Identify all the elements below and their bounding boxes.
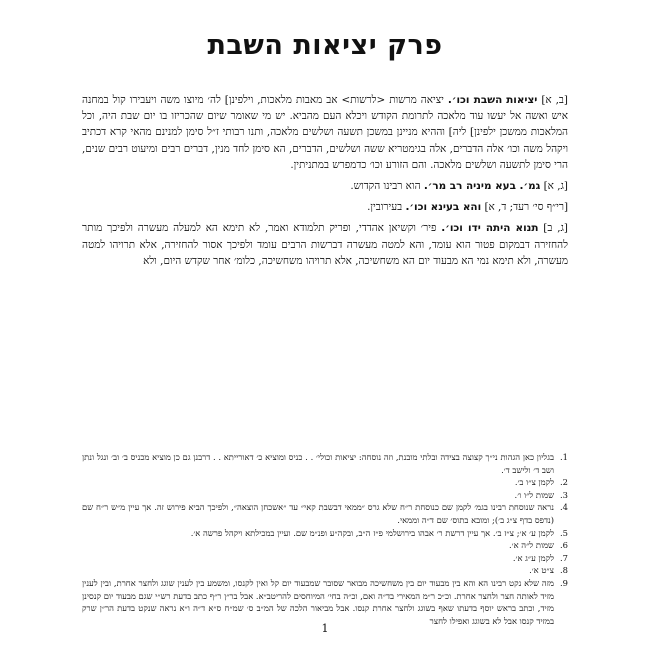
footnotes	[82, 451, 568, 627]
paragraph-ref: [ב, א]	[541, 94, 568, 106]
footnote-number: 7.	[559, 552, 568, 563]
paragraph-ref: [ג, ב]	[543, 222, 568, 235]
footnote	[82, 552, 568, 565]
footnote-text: לקמן צ״ו ב׳.	[514, 477, 554, 488]
footnote	[82, 527, 568, 540]
footnote-number: 3.	[559, 489, 568, 500]
paragraph-text: הוא רבינו הקדוש.	[350, 180, 421, 193]
footnote	[82, 451, 568, 476]
footnote-text: שמות ל״ה א׳.	[508, 540, 554, 551]
footnote-text: מזה שלא נקט רבינו הא והא בין מבעוד יום בין משחשיכה מבואר שסובר שמבעוד יום קל ואין לקנסו, ומשמע בין לענין שוגג ולחצר אחרת, ובין לענין מזיד לאותה חצר ולחצר אחרת. וכ״כ ר״מ המאירי בד״ה ואם, וכ״ה בחי׳ המיוחסים להריטב״א. אבל בר״ן ר״ף כתב בדעת רש״י שגם מבעוד יום קנסינן מזיד, וכתב בראש יוסף בדעתו שאף בשוגג ולחצר אחרת קנסו. אבל מביאור הלכה של המ״ב ס׳ שמ״ח ס״א ד״ה ו״א נראה שנקט בדעת הר״ן שרק במזיד קנסו אבל לא בשוגג ואפילו לחצר	[82, 577, 554, 626]
paragraph-lead: והא בעינא וכו׳.	[405, 201, 482, 214]
footnote-number: 1.	[559, 452, 568, 462]
paragraph-ref: [רי״ף סי׳ רעד; ד, א]	[484, 201, 568, 214]
footnote-text: צ״ט א׳.	[529, 565, 554, 576]
footnote-number: 5.	[559, 527, 568, 538]
footnote-text: בגליון כאן הגהות ני״ך קצוצה בצידה ובלתי מובנת, וזה נוסחה: יציאות וכולי׳ . . כניס ומוציא כ׳ דאורייתא . . דרבנן גם כן מוציא מכניס ב׳ וב׳ ונגל ונתן ושב ד׳ ולישב ד׳.	[82, 452, 554, 475]
paragraph-text: יציאה מרשות <לרשות> אב מאבות מלאכות, וילפינן] לה׳ מיוצו משה ויעבירו קול במחנה איש ואשה אל יעשו עוד מלאכה לתרומת הקודש ויכלא העם מהביא. יש מי שאומר שיום שהכריזו בו יום שבת היה, וכל המלאכות ממשכן ילפינן] ליה] וההיא מניינן במשכן תשעה ושלשים מלאכה, ותנו רבותי ז״ל סימן למנינם מהאי קרא דכתיב ויקהל משה וכו׳ אלה הדברים, אלה בגימטריא ששה ושלשים, הדברים, הא סימן לחד מנין, דברים רבים ומיעוט רבים שנים, הרי סימן לתשעה ושלשים מלאכה. והם הזורע וכו׳ כדמפרש במתניתין.	[82, 94, 568, 171]
main-text	[82, 92, 568, 274]
paragraph	[82, 199, 568, 215]
footnote-number: 4.	[559, 502, 568, 513]
paragraph-ref: [ג, א]	[543, 180, 568, 193]
paragraph-lead-2: השבת וכו׳.	[447, 94, 503, 106]
footnote-number: 9.	[559, 577, 568, 588]
footnote	[82, 501, 568, 526]
page-number: 1	[321, 622, 329, 635]
footnote-number: 8.	[559, 565, 568, 576]
footnote-text: לקמן ע׳ א׳; צ״ז ב׳. אך עיין דרשת ר׳ אבהו בירושלמי פ״ז ה״ב, ובקה״ע ופנ״מ שם. ועיין במכילתא ויקהל פרשה א׳.	[190, 527, 554, 538]
chapter-title: פרק יציאות השבת	[207, 30, 443, 61]
paragraph	[82, 178, 568, 194]
paragraph-lead: יציאות	[506, 94, 538, 106]
footnote-number: 2.	[559, 477, 568, 488]
footnote-text: שמות ל״ו ו׳.	[514, 489, 554, 500]
paragraph	[82, 92, 568, 173]
paragraph-lead: גמ׳. בעא מיניה רב מר׳.	[423, 180, 541, 193]
footnote-text: נראה שנוסחת רבינו בגמ׳ לקמן שם כנוסחת ר״ח שלא גרס ״ממאי דבשבת קאי״ עד ״אשכחן הוצאה״, ולפיכך הביא פירוש זה. אך עיין מ״ש ר״ח שם (נדפס בדף צ״ג ב׳); ומובא בתוס׳ שם ד״ה וממאי.	[82, 502, 554, 525]
paragraph-lead: תנוא היתה ידו וכו׳.	[441, 222, 539, 235]
footnote	[82, 564, 568, 577]
paragraph	[82, 220, 568, 269]
footnote-text: לקמן ע״ג א׳.	[512, 552, 554, 563]
footnote	[82, 577, 568, 627]
paragraph-text: פיר׳ וקשיאן אהדדי, ופריק תלמודא ואמר, לא תימא הא למעלה מעשרה ולפיכך מותר להחזירה דבמקום פטור הוא עומד, והא למטה מעשרה דברשות הרבים עומד ולפיכך אסור להחזירה, אלא תרויהו למטה מעשרה, ולא תימא נמי הא מבעוד יום הא משחשיכה, אלא תרויהו משחשיכה, כלומ׳ אחר שקדש היום, ולא	[82, 222, 568, 267]
footnote	[82, 476, 568, 489]
footnote	[82, 489, 568, 502]
footnote	[82, 539, 568, 552]
paragraph-text: בעירובין.	[367, 201, 403, 214]
footnote-number: 6.	[559, 540, 568, 551]
